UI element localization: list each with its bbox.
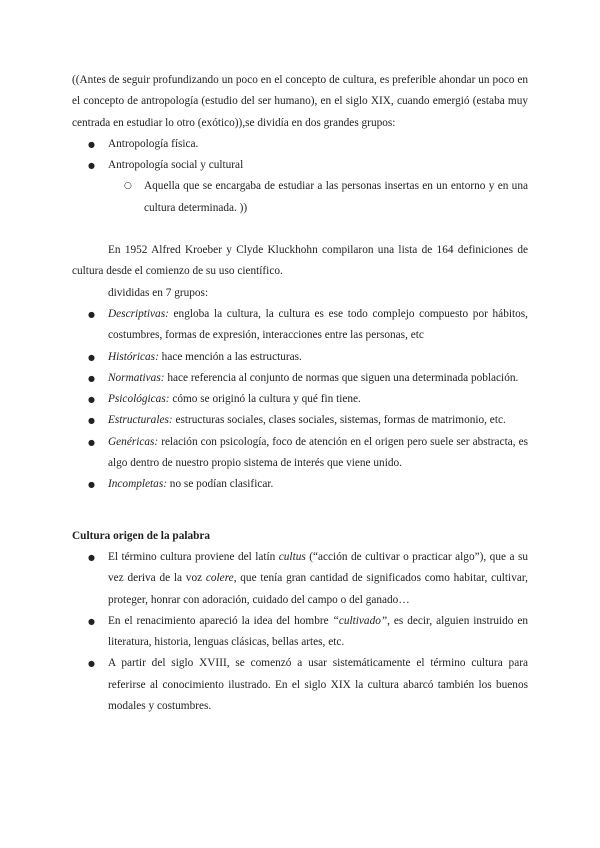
text-run: En el renacimiento apareció la idea del hombre — [108, 614, 333, 627]
list-item — [72, 304, 528, 347]
list-item — [72, 547, 528, 611]
text-run: , es decir, alguien instruido en literatura, historia, lenguas clásicas, bellas artes, etc. — [108, 614, 529, 649]
text-run: , que tenía gran cantidad de significados como habitar, cultivar, proteger, honrar con adoración, cuidado del campo o del ganado… — [108, 572, 528, 606]
group-text: relación con psicología, foco de atención en el origen pero suele ser abstracta, es algo dentro de nuestro propio sistema de interés que viene unido. — [108, 435, 528, 470]
document-page — [72, 70, 528, 717]
intro-paragraph: ((Antes de seguir profundizando un poco en el concepto de cultura, es preferible ahondar un poco en el concepto de antropología (estudio del ser humano), en el siglo XIX, cuando emergió (estaba muy centrada en estudiar lo otro (exótico)),se dividía en dos grandes grupos: — [72, 74, 528, 129]
spacer — [72, 496, 528, 526]
group-text: engloba la cultura, la cultura es ese todo complejo compuesto por hábitos, costumbres, formas de expresión, interacciones entre las personas, etc — [108, 307, 528, 342]
list-item-text: Antropología social y cultural — [108, 159, 244, 172]
intro-group-list — [72, 134, 528, 219]
list-item: ● Antropología física. — [72, 134, 528, 155]
text-run: (“acción de cultivar o practicar algo”), que a su vez deriva de la voz — [108, 550, 528, 585]
group-text: estructuras sociales, clases sociales, sistemas, formas de matrimonio, etc. — [172, 414, 506, 427]
origin-list — [72, 547, 528, 717]
group-text: hace referencia al conjunto de normas que siguen una determinada población. — [164, 371, 519, 384]
list-item — [72, 389, 528, 410]
group-text: cómo se originó la cultura y qué fin tiene. — [169, 393, 361, 406]
list-item — [72, 410, 528, 431]
definition-group-list — [72, 304, 528, 496]
latin-term: cultus — [278, 550, 306, 563]
emphasis-term: “cultivado” — [332, 614, 388, 627]
spacer — [72, 219, 528, 240]
sub-list — [72, 176, 528, 219]
list-item — [72, 347, 528, 368]
group-text: hace mención a las estructuras. — [158, 350, 302, 363]
list-item — [72, 432, 528, 475]
kroeber-subline: divididas en 7 grupos: — [108, 286, 209, 299]
text-run: El término cultura proviene del latín — [108, 550, 279, 563]
group-term: Estructurales: — [108, 414, 173, 427]
group-term: Psicológicas: — [108, 393, 170, 406]
section-heading: Cultura origen de la palabra — [72, 529, 211, 542]
latin-term: colere — [205, 572, 234, 585]
group-term: Descriptivas: — [108, 307, 169, 320]
sub-list-item: ○ Aquella que se encargaba de estudiar a las personas insertas en un entorno y en una cultura determinada. )) — [72, 176, 528, 219]
list-item — [72, 368, 528, 389]
group-text: no se podían clasificar. — [166, 478, 274, 491]
group-term: Incompletas: — [108, 478, 167, 491]
list-item — [72, 611, 528, 654]
list-item — [72, 474, 528, 495]
list-item: ● A partir del siglo XVIII, se comenzó a usar sistemáticamente el término cultura para referirse al conocimiento ilustrado. En el siglo XIX la cultura abarcó también los buenos modales y costumbres. — [72, 653, 528, 717]
group-term: Históricas: — [108, 350, 159, 363]
group-term: Genéricas: — [108, 435, 159, 448]
group-term: Normativas: — [108, 371, 165, 384]
kroeber-paragraph: En 1952 Alfred Kroeber y Clyde Kluckhohn compilaron una lista de 164 definiciones de cultura desde el comienzo de su uso científico. — [72, 244, 528, 278]
list-item — [72, 155, 528, 219]
